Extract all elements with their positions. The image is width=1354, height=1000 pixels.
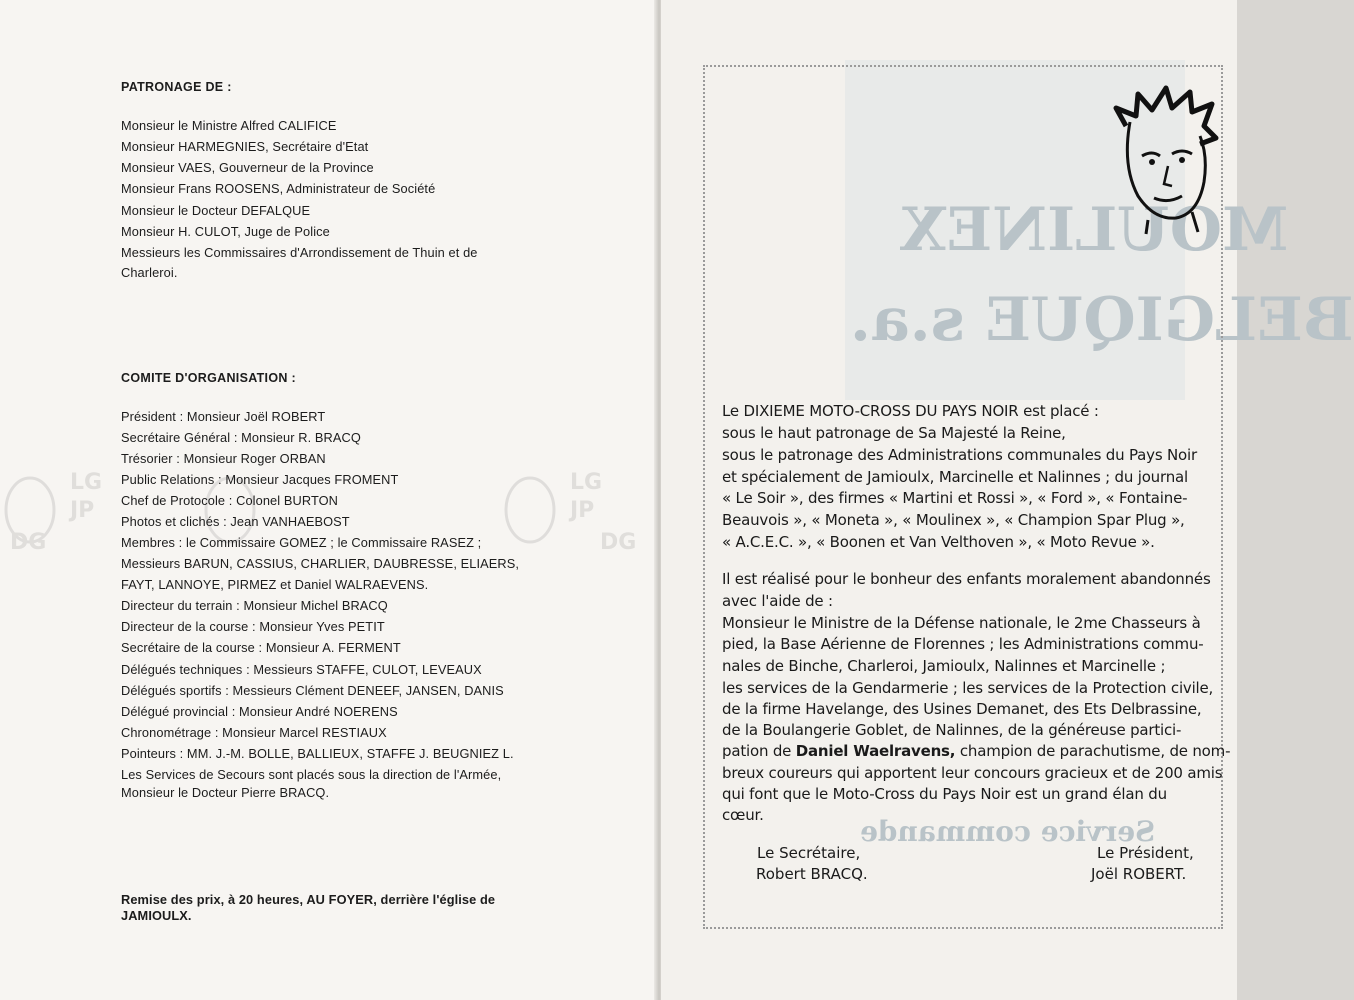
paragraph2-line: de la firme Havelange, des Usines Demanet, des Ets Delbrassine,	[722, 700, 1202, 718]
pation-suffix: champion de parachutisme, de nom-	[955, 742, 1231, 760]
comite-item: Monsieur le Docteur Pierre BRACQ.	[121, 785, 330, 800]
patronage-item: Messieurs les Commissaires d'Arrondissement de Thuin et de	[121, 245, 478, 260]
comite-item: Public Relations : Monsieur Jacques FROMENT	[121, 472, 399, 487]
comite-item: Chronométrage : Monsieur Marcel RESTIAUX	[121, 725, 387, 740]
president-title: Le Président,	[1097, 844, 1194, 862]
watermark-lg: LG	[70, 470, 103, 495]
comite-item: Délégué provincial : Monsieur André NOERENS	[121, 704, 398, 719]
watermark-dg: DG	[600, 530, 637, 555]
comite-item: Directeur de la course : Monsieur Yves PETIT	[121, 619, 385, 634]
comite-item: Secrétaire Général : Monsieur R. BRACQ	[121, 430, 361, 445]
patronage-item: Monsieur HARMEGNIES, Secrétaire d'Etat	[121, 139, 369, 154]
patronage-item: Monsieur le Ministre Alfred CALIFICE	[121, 118, 337, 133]
paragraph2-line: cœur.	[722, 806, 764, 824]
comite-item: Secrétaire de la course : Monsieur A. FERMENT	[121, 640, 401, 655]
daniel-waelravens: Daniel Waelravens,	[795, 742, 956, 760]
bleed-through-text: Service commande	[860, 815, 1156, 848]
comite-item: Photos et clichés : Jean VANHAEBOST	[121, 514, 350, 529]
paragraph1-line: et spécialement de Jamioulx, Marcinelle et Nalinnes ; du journal	[722, 468, 1188, 486]
paragraph2-line: qui font que le Moto-Cross du Pays Noir est un grand élan du	[722, 785, 1167, 803]
patronage-item: Monsieur H. CULOT, Juge de Police	[121, 224, 330, 239]
paragraph1-line: « Le Soir », des firmes « Martini et Rossi », « Ford », « Fontaine-	[722, 489, 1188, 507]
left-page	[0, 0, 658, 1000]
watermark-jp: JP	[570, 498, 595, 523]
paragraph2-line: nales de Binche, Charleroi, Jamioulx, Nalinnes et Marcinelle ;	[722, 657, 1166, 675]
bleed-through-text: BELGIQUE s.a.	[850, 285, 1354, 355]
paragraph1-line: sous le patronage des Administrations communales du Pays Noir	[722, 446, 1197, 464]
paragraph2-line: pied, la Base Aérienne de Florennes ; les Administrations commu-	[722, 635, 1204, 653]
paragraph2-line: Il est réalisé pour le bonheur des enfants moralement abandonnés	[722, 570, 1211, 588]
watermark-dg: DG	[10, 530, 47, 555]
patronage-heading: PATRONAGE DE :	[121, 80, 232, 94]
comite-item: Directeur du terrain : Monsieur Michel BRACQ	[121, 598, 388, 613]
remise-line: JAMIOULX.	[121, 908, 192, 923]
comite-item: Délégués techniques : Messieurs STAFFE, CULOT, LEVEAUX	[121, 662, 482, 677]
comite-item: Président : Monsieur Joël ROBERT	[121, 409, 326, 424]
comite-item: Délégués sportifs : Messieurs Clément DENEEF, JANSEN, DANIS	[121, 683, 504, 698]
paragraph1-line: Beauvois », « Moneta », « Moulinex », « Champion Spar Plug »,	[722, 511, 1185, 529]
paragraph2-line: avec l'aide de :	[722, 592, 833, 610]
comite-item: Chef de Protocole : Colonel BURTON	[121, 493, 339, 508]
paragraph1-line: Le DIXIEME MOTO-CROSS DU PAYS NOIR est placé :	[722, 402, 1099, 420]
paragraph2-line: de la Boulangerie Goblet, de Nalinnes, de la généreuse partici-	[722, 721, 1182, 739]
comite-item: Trésorier : Monsieur Roger ORBAN	[121, 451, 326, 466]
watermark-lg: LG	[570, 470, 603, 495]
paragraph2-line-bold-name	[722, 742, 1230, 760]
comite-item: Membres : le Commissaire GOMEZ ; le Commissaire RASEZ ;	[121, 535, 482, 550]
watermark-jp: JP	[70, 498, 95, 523]
comite-item: FAYT, LANNOYE, PIRMEZ et Daniel WALRAEVENS.	[121, 577, 429, 592]
patronage-item: Monsieur Frans ROOSENS, Administrateur de Société	[121, 181, 436, 196]
patronage-item: Monsieur VAES, Gouverneur de la Province	[121, 160, 374, 175]
patronage-item: Charleroi.	[121, 265, 178, 280]
secretary-name: Robert BRACQ.	[756, 865, 868, 883]
remise-line: Remise des prix, à 20 heures, AU FOYER, derrière l'église de	[121, 892, 496, 907]
watermark-face-icon	[500, 470, 560, 550]
secretary-title: Le Secrétaire,	[757, 844, 861, 862]
paragraph1-line: sous le haut patronage de Sa Majesté la Reine,	[722, 424, 1066, 442]
pation-prefix: pation de	[722, 742, 796, 760]
comite-item: Pointeurs : MM. J.-M. BOLLE, BALLIEUX, STAFFE J. BEUGNIEZ L.	[121, 746, 514, 761]
paragraph2-line: les services de la Gendarmerie ; les services de la Protection civile,	[722, 679, 1214, 697]
paragraph2-line: breux coureurs qui apportent leur concours gracieux et de 200 amis	[722, 764, 1223, 782]
president-name: Joël ROBERT.	[1091, 865, 1187, 883]
comite-heading: COMITE D'ORGANISATION :	[121, 371, 296, 385]
paragraph1-line: « A.C.E.C. », « Boonen et Van Velthoven », « Moto Revue ».	[722, 533, 1155, 551]
comite-item: Les Services de Secours sont placés sous la direction de l'Armée,	[121, 767, 502, 782]
sketch-portrait-icon	[1108, 86, 1220, 236]
paragraph2-line: Monsieur le Ministre de la Défense nationale, le 2me Chasseurs à	[722, 614, 1201, 632]
bleed-through-text: MOULINEX	[900, 195, 1289, 265]
patronage-item: Monsieur le Docteur DEFALQUE	[121, 203, 311, 218]
comite-item: Messieurs BARUN, CASSIUS, CHARLIER, DAUBRESSE, ELIAERS,	[121, 556, 520, 571]
